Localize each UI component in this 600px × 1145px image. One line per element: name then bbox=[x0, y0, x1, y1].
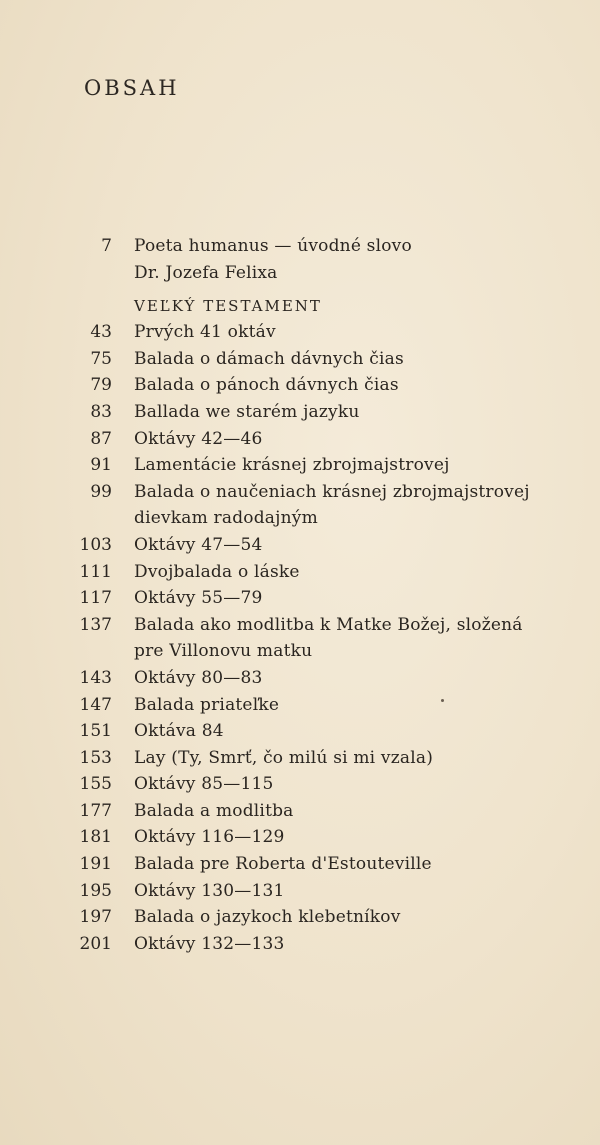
toc-page-number: 151 bbox=[79, 721, 112, 742]
toc-entry bbox=[0, 878, 600, 905]
toc-entry bbox=[0, 638, 600, 665]
toc-entry-title: Oktávy 116—129 bbox=[134, 827, 285, 848]
toc-entry bbox=[0, 904, 600, 931]
toc-entry-title: Oktáva 84 bbox=[134, 721, 224, 742]
toc-entry-title: Balada o pánoch dávnych čias bbox=[134, 375, 399, 396]
toc-entry-title: Balada a modlitba bbox=[134, 800, 294, 821]
toc-entry-title: Balada pre Roberta d'Estouteville bbox=[134, 854, 432, 875]
toc-entry bbox=[0, 426, 600, 453]
toc-entry-title: Ballada we starém jazyku bbox=[134, 401, 360, 422]
toc-page-number: 143 bbox=[79, 667, 112, 688]
toc-page-number: 111 bbox=[79, 561, 112, 582]
table-of-contents bbox=[0, 233, 600, 957]
toc-entry bbox=[0, 319, 600, 346]
toc-entry bbox=[0, 851, 600, 878]
toc-entry bbox=[0, 585, 600, 612]
toc-page-number: 79 bbox=[90, 375, 112, 396]
toc-page-number: 87 bbox=[90, 428, 112, 449]
toc-page-number: 75 bbox=[90, 348, 112, 369]
toc-page-number: 191 bbox=[79, 854, 112, 875]
toc-entry bbox=[0, 559, 600, 586]
toc-entry-title: dievkam radodajným bbox=[134, 508, 318, 529]
toc-page-number: 181 bbox=[79, 827, 112, 848]
toc-page-number: 201 bbox=[79, 933, 112, 954]
toc-entry bbox=[0, 612, 600, 639]
toc-entry bbox=[0, 771, 600, 798]
toc-entry-title: Oktávy 80—83 bbox=[134, 667, 263, 688]
toc-page-number: 99 bbox=[90, 481, 112, 502]
toc-page-number: 43 bbox=[90, 322, 112, 343]
toc-entry-title: Oktávy 55—79 bbox=[134, 588, 263, 609]
toc-page-number: 103 bbox=[79, 534, 112, 555]
toc-entry bbox=[0, 665, 600, 692]
toc-page-number: 91 bbox=[90, 455, 112, 476]
toc-page-number: 195 bbox=[79, 880, 112, 901]
toc-entry-title: Oktávy 47—54 bbox=[134, 534, 263, 555]
toc-entry-title: Oktávy 130—131 bbox=[134, 880, 285, 901]
toc-entry bbox=[0, 479, 600, 506]
toc-page-number: 147 bbox=[79, 694, 112, 715]
toc-page-number: 117 bbox=[79, 588, 112, 609]
toc-entry bbox=[0, 532, 600, 559]
toc-entry-title: Poeta humanus — úvodné slovo bbox=[134, 236, 412, 256]
toc-entry bbox=[0, 505, 600, 532]
toc-entry bbox=[0, 798, 600, 825]
toc-entry bbox=[0, 260, 600, 287]
toc-entry-title: Balada o jazykoch klebetníkov bbox=[134, 907, 401, 928]
toc-page-number: 155 bbox=[79, 774, 112, 795]
toc-entry-title: Oktávy 132—133 bbox=[134, 933, 285, 954]
toc-entry bbox=[0, 399, 600, 426]
toc-entry-title: Balada o dámach dávnych čias bbox=[134, 348, 404, 369]
toc-page-number: 7 bbox=[101, 236, 112, 256]
toc-entry bbox=[0, 346, 600, 373]
toc-page-number: 197 bbox=[79, 907, 112, 928]
toc-entry-title: Lamentácie krásnej zbrojmajstrovej bbox=[134, 455, 450, 476]
toc-entry bbox=[0, 718, 600, 745]
toc-entry-title: Lay (Ty, Smrť, čo milú si mi vzala) bbox=[134, 747, 434, 768]
toc-page-number: 137 bbox=[79, 614, 112, 635]
toc-entry bbox=[0, 824, 600, 851]
page-title: OBSAH bbox=[84, 76, 180, 100]
toc-entry-title: pre Villonovu matku bbox=[134, 641, 313, 662]
toc-entry-title: Balada ako modlitba k Matke Božej, složená bbox=[134, 614, 523, 635]
paper-speck bbox=[441, 699, 444, 702]
toc-entry bbox=[0, 372, 600, 399]
toc-entry-title: Balada priateľke bbox=[134, 694, 280, 715]
toc-page-number: 153 bbox=[79, 747, 112, 768]
toc-entry-title: Dvojbalada o láske bbox=[134, 561, 300, 582]
toc-entry bbox=[0, 692, 600, 719]
section-heading: VEĽKÝ TESTAMENT bbox=[134, 297, 322, 316]
toc-page-number: 177 bbox=[79, 800, 112, 821]
toc-entry-title: Dr. Jozefa Felixa bbox=[134, 262, 278, 283]
toc-entry-title: Balada o naučeniach krásnej zbrojmajstrovej bbox=[134, 481, 530, 502]
toc-entry bbox=[0, 745, 600, 772]
toc-entry-title: Oktávy 42—46 bbox=[134, 428, 263, 449]
toc-entry bbox=[0, 452, 600, 479]
toc-page-number: 83 bbox=[90, 401, 112, 422]
toc-entry-title: Prvých 41 oktáv bbox=[134, 322, 276, 343]
toc-entry bbox=[0, 233, 600, 260]
toc-entry-title: Oktávy 85—115 bbox=[134, 774, 274, 795]
toc-entry bbox=[0, 931, 600, 958]
